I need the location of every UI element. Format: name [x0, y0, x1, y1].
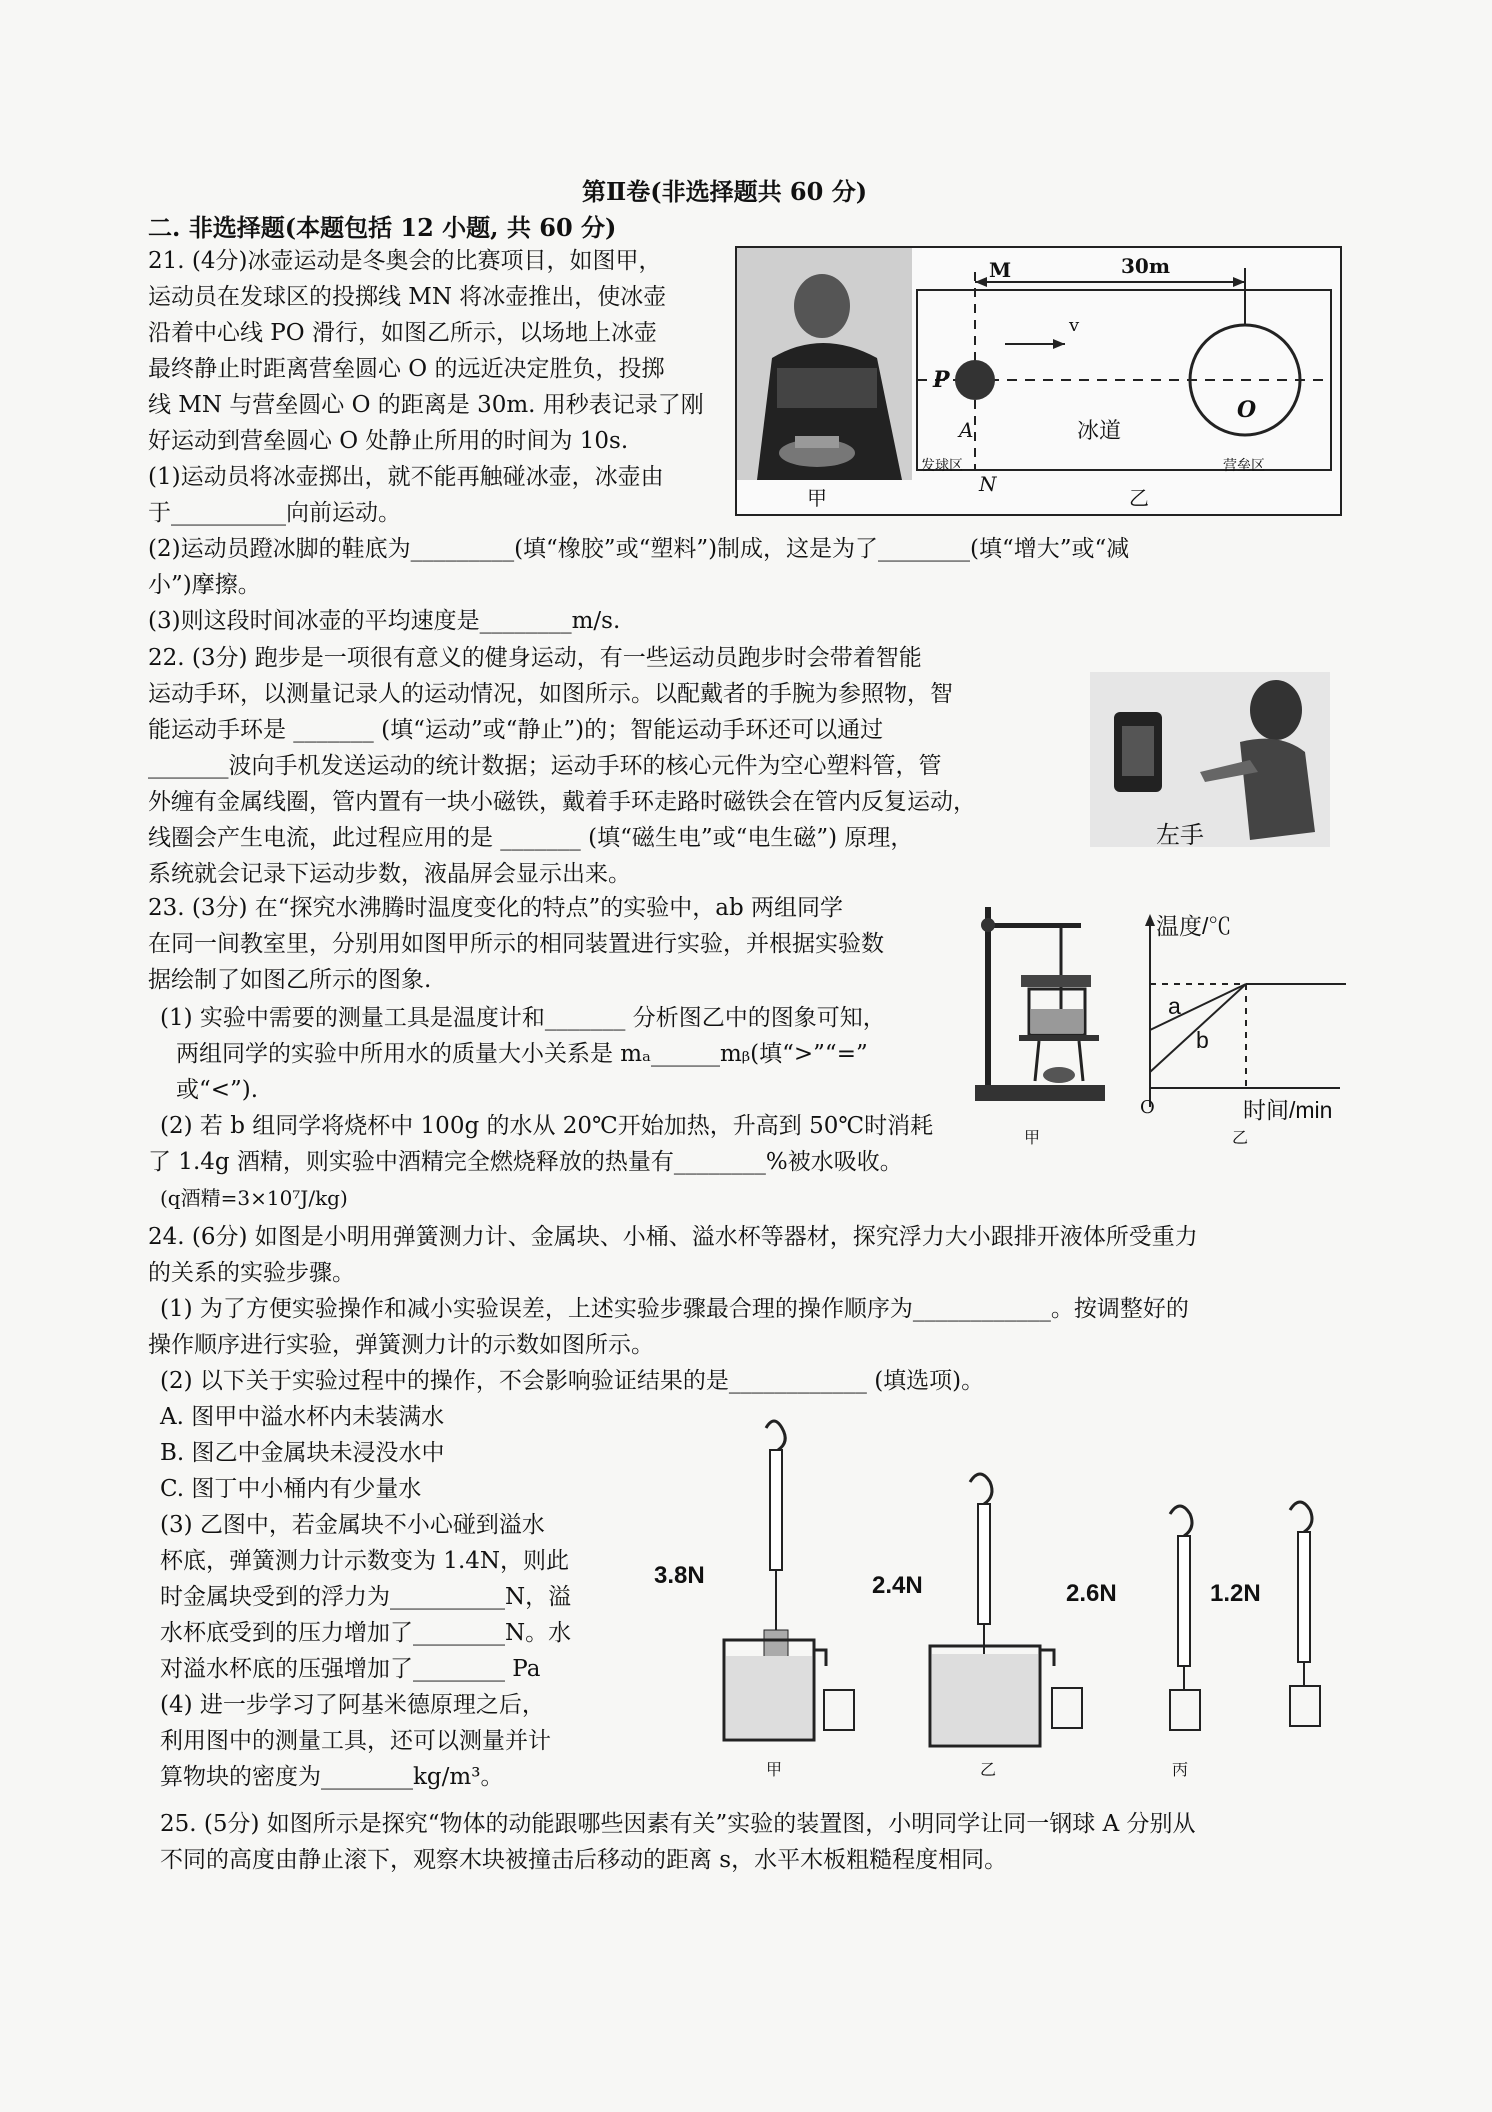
boiling-apparatus — [975, 905, 1105, 1110]
q21-line: 好运动到营垒圆心 O 处静止所用的时间为 10s. — [148, 428, 629, 454]
label-N: N — [979, 472, 997, 496]
reading-ding: 1.2N — [1210, 1580, 1261, 1607]
q24-line: 水杯底受到的压力增加了________N。水 — [160, 1620, 572, 1646]
q23-line: 据绘制了如图乙所示的图象. — [148, 967, 432, 993]
caption-jia: 甲 — [1024, 1128, 1041, 1147]
q21-line: (3)则这段时间冰壶的平均速度是________m/s. — [148, 608, 621, 634]
q24-line: 24. (6分) 如图是小明用弹簧测力计、金属块、小桶、溢水杯等器材，探究浮力大小跟排开液体所受重力 — [148, 1224, 1198, 1250]
caption-bing: 丙 — [1172, 1760, 1189, 1779]
q24-line: (3) 乙图中，若金属块不小心碰到溢水 — [160, 1512, 545, 1538]
caption-jia: 甲 — [807, 486, 827, 510]
label-P: P — [933, 367, 950, 393]
reading-bing: 2.6N — [1066, 1580, 1117, 1607]
caption-jia: 甲 — [766, 1760, 783, 1779]
label-zone-left: 发球区 — [921, 458, 963, 474]
reading-yi: 2.4N — [872, 1572, 923, 1599]
label-left-hand: 左手 — [1156, 822, 1204, 849]
caption-yi: 乙 — [1232, 1128, 1249, 1147]
q21-line: 最终静止时距离营垒圆心 O 的远近决定胜负，投掷 — [148, 356, 665, 382]
graph-line-a: a — [1168, 993, 1181, 1019]
q24-line: (4) 进一步学习了阿基米德原理之后， — [160, 1692, 545, 1718]
curling-lane-diagram — [915, 266, 1335, 496]
q24-line: 操作顺序进行实验，弹簧测力计的示数如图所示。 — [148, 1332, 654, 1358]
q22-line: 22. (3分) 跑步是一项很有意义的健身运动，有一些运动员跑步时会带着智能 — [148, 645, 922, 671]
q25-line: 25. (5分) 如图所示是探究“物体的动能跟哪些因素有关”实验的装置图，小明同学让同一钢球 A 分别从 — [160, 1811, 1196, 1837]
q21-line: 运动员在发球区的投掷线 MN 将冰壶推出，使冰壶 — [148, 284, 667, 310]
q24-line: 的关系的实验步骤。 — [148, 1260, 355, 1286]
q22-line: 运动手环，以测量记录人的运动情况，如图所示。以配戴者的手腕为参照物，智 — [148, 681, 953, 707]
q23-line: 23. (3分) 在“探究水沸腾时温度变化的特点”的实验中，ab 两组同学 — [148, 895, 844, 921]
q23-line: (2) 若 b 组同学将烧杯中 100g 的水从 20℃开始加热，升高到 50℃时消耗 — [160, 1113, 934, 1139]
q21-line: 21. (4分)冰壶运动是冬奥会的比赛项目，如图甲， — [148, 248, 662, 274]
label-distance: 30m — [1121, 254, 1170, 278]
q23-line: 了 1.4g 酒精，则实验中酒精完全燃烧释放的热量有________%被水吸收。 — [148, 1149, 903, 1175]
label-M: M — [989, 258, 1012, 282]
curling-figure — [735, 246, 1342, 516]
q24-option-a: A. 图甲中溢水杯内未装满水 — [160, 1404, 445, 1430]
section-title: 二. 非选择题(本题包括 12 小题, 共 60 分) — [148, 213, 617, 242]
q23-line: 或“<”). — [176, 1077, 259, 1103]
q22-line: 系统就会记录下运动步数，液晶屏会显示出来。 — [148, 861, 631, 887]
q21-line: 线 MN 与营垒圆心 O 的距离是 30m. 用秒表记录了刚 — [148, 392, 704, 418]
q24-line: 算物块的密度为________kg/m³。 — [160, 1764, 504, 1790]
q21-line: 于__________向前运动。 — [148, 500, 401, 526]
reading-jia: 3.8N — [654, 1562, 705, 1589]
q21-line: 沿着中心线 PO 滑行，如图乙所示，以场地上冰壶 — [148, 320, 657, 346]
label-zone-right: 营垒区 — [1223, 458, 1265, 474]
caption-yi: 乙 — [1129, 486, 1149, 510]
q25-line: 不同的高度由静止滚下，观察木块被撞击后移动的距离 s，水平木板粗糙程度相同。 — [160, 1847, 1008, 1873]
volume-title: 第Ⅱ卷(非选择题共 60 分) — [582, 177, 868, 206]
label-lane: 冰道 — [1077, 419, 1122, 444]
graph-origin: O — [1140, 1097, 1155, 1118]
q22-line: 外缠有金属线圈，管内置有一块小磁铁，戴着手环走路时磁铁会在管内反复运动， — [148, 789, 976, 815]
q22-line: 能运动手环是 _______ (填“运动”或“静止”)的；智能运动手环还可以通过 — [148, 717, 884, 743]
q24-line: 对溢水杯底的压强增加了________ Pa — [160, 1656, 541, 1682]
q23-line: (q酒精=3×10⁷J/kg) — [160, 1186, 348, 1210]
q24-line: 利用图中的测量工具，还可以测量并计 — [160, 1728, 551, 1754]
q21-line: (2)运动员蹬冰脚的鞋底为_________(填“橡胶”或“塑料”)制成，这是为了________(填“增大”或“减 — [148, 536, 1130, 562]
graph-ylabel: 温度/℃ — [1156, 913, 1232, 939]
graph-xlabel: 时间/min — [1243, 1097, 1333, 1123]
q24-line: 时金属块受到的浮力为__________N，溢 — [160, 1584, 572, 1610]
curling-athlete-photo — [737, 248, 912, 480]
q23-line: 两组同学的实验中所用水的质量大小关系是 mₐ______mᵦ(填“>”“=” — [176, 1041, 868, 1067]
q22-line: _______波向手机发送运动的统计数据；运动手环的核心元件为空心塑料管，管 — [148, 753, 942, 779]
label-A: A — [959, 418, 974, 442]
q24-line: 杯底，弹簧测力计示数变为 1.4N，则此 — [160, 1548, 570, 1574]
q23-line: 在同一间教室里，分别用如图甲所示的相同装置进行实验，并根据实验数 — [148, 931, 884, 957]
label-O: O — [1237, 397, 1257, 423]
q21-line: (1)运动员将冰壶掷出，就不能再触碰冰壶，冰壶由 — [148, 464, 664, 490]
q24-option-c: C. 图丁中小桶内有少量水 — [160, 1476, 422, 1502]
q22-line: 线圈会产生电流，此过程应用的是 _______ (填“磁生电”或“电生磁”) 原理， — [148, 825, 914, 851]
runner-wristband-photo — [1090, 672, 1330, 847]
label-v: v — [1069, 315, 1080, 336]
q24-line: (1) 为了方便实验操作和减小实验误差，上述实验步骤最合理的操作顺序为____________。按调整好的 — [160, 1296, 1189, 1322]
graph-line-b: b — [1196, 1027, 1209, 1053]
caption-yi: 乙 — [980, 1760, 997, 1779]
q21-line: 小”)摩擦。 — [148, 572, 261, 598]
q24-option-b: B. 图乙中金属块未浸没水中 — [160, 1440, 445, 1466]
q23-line: (1) 实验中需要的测量工具是温度计和_______ 分析图乙中的图象可知， — [160, 1005, 886, 1031]
q24-line: (2) 以下关于实验过程中的操作，不会影响验证结果的是____________ (填选项)。 — [160, 1368, 985, 1394]
